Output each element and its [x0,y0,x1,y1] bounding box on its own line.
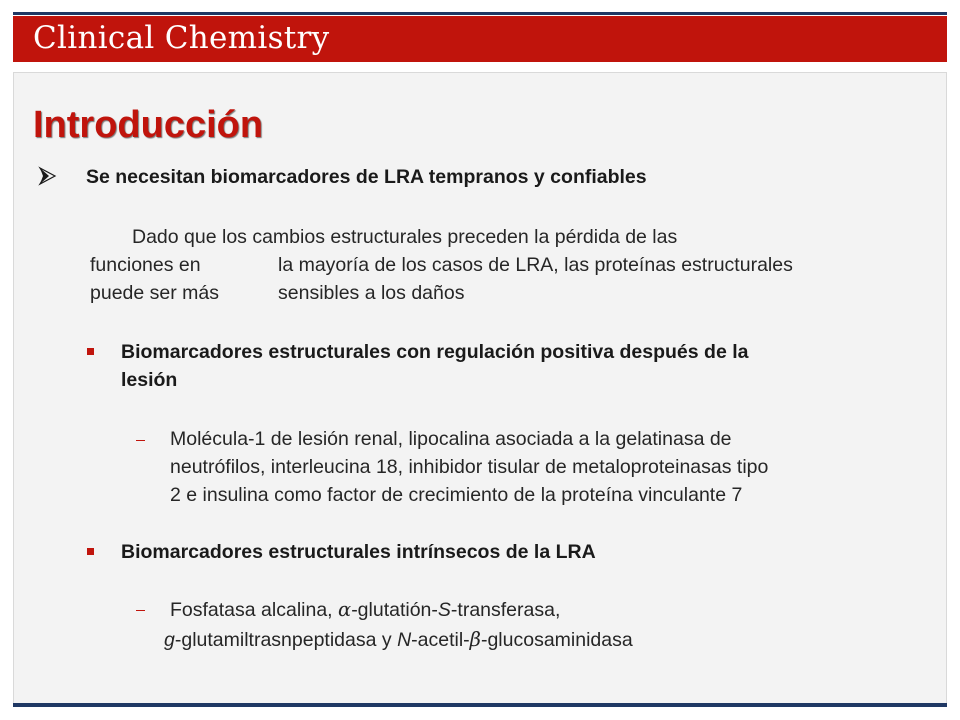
brand-title: Clinical Chemistry [33,20,330,56]
sub1-item-line-3: 2 e insulina como factor de crecimiento de la proteína vinculante 7 [170,484,743,506]
paragraph-line-3a: puede ser más [90,282,219,304]
paragraph-line-2b: la mayoría de los casos de LRA, las proteínas estructurales [278,254,793,276]
header-banner [13,16,947,62]
bottom-rule [13,703,947,707]
bullet-main: Se necesitan biomarcadores de LRA tempranos y confiables [86,166,647,188]
beta-symbol: β [469,628,481,651]
paragraph-line-1: Dado que los cambios estructurales preceden la pérdida de las [132,226,678,248]
paragraph-line-3b: sensibles a los daños [278,282,465,304]
square-bullet-icon [87,348,94,355]
paragraph-line-2a: funciones en [90,254,201,276]
sub2-item-line-2: g-glutamiltrasnpeptidasa y N-acetil-β-glucosaminidasa [164,628,633,651]
sub1-item-line-1: Molécula-1 de lesión renal, lipocalina asociada a la gelatinasa de [170,428,732,450]
slide-title: Introducción [33,104,264,146]
sub2-item-line-1: Fosfatasa alcalina, α-glutatión-S-transferasa, [170,598,561,621]
top-rule [13,12,947,15]
dash-bullet-icon [136,440,145,441]
alpha-symbol: α [338,598,352,621]
sub-bullet-1-line-2: lesión [121,369,178,391]
sub-bullet-2: Biomarcadores estructurales intrínsecos de la LRA [121,541,596,563]
sub1-item-line-2: neutrófilos, interleucina 18, inhibidor tisular de metaloproteinasas tipo [170,456,769,478]
square-bullet-icon [87,548,94,555]
sub-bullet-1-line-1: Biomarcadores estructurales con regulación positiva después de la [121,341,749,363]
dash-bullet-icon [136,610,145,611]
arrow-bullet-icon [37,164,61,188]
